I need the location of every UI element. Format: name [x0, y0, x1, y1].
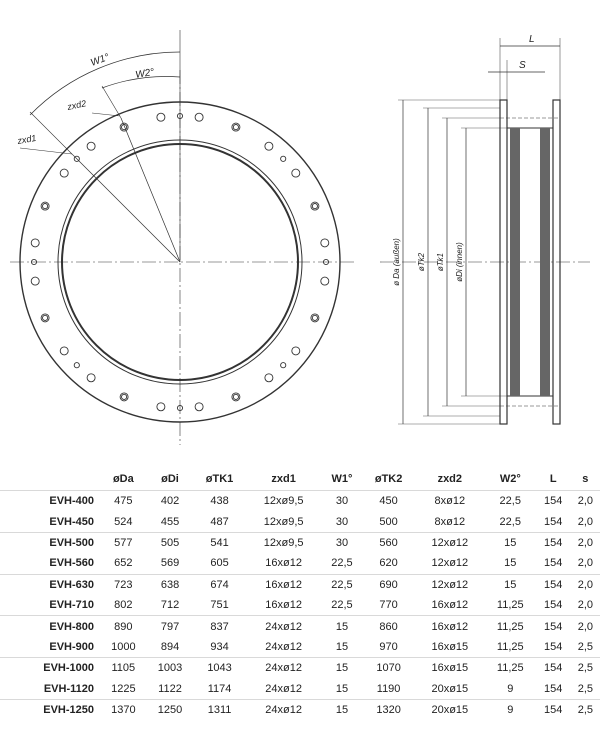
bolt-hole: [233, 125, 238, 130]
model-cell: EVH-1120: [43, 682, 94, 695]
value-cell: 8xø12: [415, 491, 485, 512]
value-cell: 438: [193, 491, 245, 512]
value-cell: 560: [362, 532, 414, 553]
zxd1-label: zxd1: [16, 132, 38, 146]
value-cell: 12xø12: [415, 532, 485, 553]
bolt-hole: [195, 403, 203, 411]
value-cell: 24xø12: [265, 682, 302, 695]
value-cell: 1043: [193, 658, 245, 679]
value-cell: 2,5: [571, 699, 600, 720]
side-view: [380, 38, 590, 424]
value-cell: 541: [193, 532, 245, 553]
value-cell: 605: [210, 557, 229, 570]
value-cell: 934: [210, 640, 229, 653]
column-header: zxd2: [437, 473, 463, 485]
value-cell: 154: [544, 640, 563, 653]
value-cell: 12xø9,5: [263, 515, 304, 528]
column-header: øTK1: [205, 473, 234, 485]
value-cell: 802: [114, 599, 133, 612]
bolt-hole: [87, 374, 95, 382]
value-cell: 569: [160, 557, 180, 570]
value-cell: 24xø12: [246, 616, 322, 637]
value-cell: 154: [536, 532, 571, 553]
value-cell: 712: [160, 599, 180, 612]
value-cell: 16xø15: [415, 658, 485, 679]
value-cell: 22,5: [331, 557, 353, 570]
w2-label: W2°: [134, 66, 156, 81]
column-header: W1°: [331, 473, 353, 485]
bolt-hole: [233, 394, 238, 399]
spec-table: [0, 468, 600, 720]
bolt-hole: [195, 113, 203, 121]
value-cell: 2,5: [577, 682, 594, 695]
value-cell: 577: [100, 532, 147, 553]
value-cell: 15: [335, 682, 349, 695]
bolt-hole: [43, 204, 48, 209]
value-cell: 24xø12: [246, 658, 322, 679]
value-cell: 154: [544, 682, 563, 695]
value-cell: 154: [536, 491, 571, 512]
bolt-hole: [281, 363, 286, 368]
value-cell: 22,5: [322, 574, 363, 595]
table-row: [0, 637, 600, 658]
da-label: ø Da (außen): [392, 238, 401, 286]
model-cell: EVH-1000: [0, 658, 100, 679]
di-label: øDi (innen): [455, 242, 464, 282]
column-header: øDa: [112, 473, 134, 485]
value-cell: 12xø9,5: [246, 491, 322, 512]
table-row: [0, 553, 600, 574]
table-row: [0, 679, 600, 700]
table-row: [0, 491, 600, 512]
value-cell: 1250: [147, 699, 194, 720]
value-cell: 1122: [158, 682, 182, 695]
bolt-hole: [31, 277, 39, 285]
bolt-hole: [292, 347, 300, 355]
value-cell: 652: [114, 557, 133, 570]
value-cell: 1311: [193, 699, 245, 720]
value-cell: 8xø12: [434, 515, 466, 528]
column-header: L: [549, 473, 557, 485]
value-cell: 475: [100, 491, 147, 512]
value-cell: 154: [544, 599, 563, 612]
value-cell: 2,0: [577, 599, 594, 612]
front-view: [10, 30, 355, 445]
value-cell: 1070: [362, 658, 414, 679]
column-header: øDi: [161, 473, 179, 485]
value-cell: 690: [362, 574, 414, 595]
bolt-hole: [157, 403, 165, 411]
value-cell: 16xø12: [265, 599, 302, 612]
value-cell: 620: [379, 557, 398, 570]
tk1-label: øTk1: [436, 252, 445, 272]
value-cell: 505: [147, 532, 194, 553]
value-cell: 2,0: [577, 515, 594, 528]
value-cell: 890: [100, 616, 147, 637]
value-cell: 970: [379, 640, 398, 653]
bolt-hole: [281, 156, 286, 161]
value-cell: 2,5: [577, 640, 594, 653]
value-cell: 12xø9,5: [246, 532, 322, 553]
value-cell: 12xø12: [415, 574, 485, 595]
value-cell: 837: [193, 616, 245, 637]
model-cell: EVH-450: [49, 515, 94, 528]
value-cell: 638: [147, 574, 194, 595]
bolt-hole: [265, 374, 273, 382]
length-label: L: [529, 34, 535, 45]
zxd2-label: zxd2: [66, 98, 88, 112]
value-cell: 2,0: [571, 532, 600, 553]
value-cell: 154: [536, 699, 571, 720]
value-cell: 15: [335, 640, 349, 653]
bolt-hole: [292, 169, 300, 177]
value-cell: 16xø15: [431, 640, 469, 653]
value-cell: 154: [544, 515, 563, 528]
value-cell: 30: [322, 532, 363, 553]
value-cell: 16xø12: [265, 557, 302, 570]
value-cell: 894: [160, 640, 180, 653]
table-row: [0, 658, 600, 679]
value-cell: 22,5: [485, 491, 536, 512]
bolt-hole: [312, 204, 317, 209]
bolt-hole: [122, 394, 127, 399]
value-cell: 500: [379, 515, 398, 528]
value-cell: 30: [322, 491, 363, 512]
column-header: øTK2: [374, 473, 403, 485]
bolt-hole: [321, 239, 329, 247]
value-cell: 1370: [100, 699, 147, 720]
value-cell: 487: [210, 515, 229, 528]
tk2-label: øTk2: [417, 252, 426, 272]
value-cell: 1225: [111, 682, 136, 695]
value-cell: 154: [544, 557, 563, 570]
value-cell: 11,25: [496, 640, 524, 653]
table-row: [0, 511, 600, 532]
value-cell: 2,0: [571, 616, 600, 637]
model-cell: EVH-500: [0, 532, 100, 553]
bolt-hole: [265, 142, 273, 150]
value-cell: 1190: [376, 682, 401, 695]
value-cell: 723: [100, 574, 147, 595]
value-cell: 16xø12: [415, 616, 485, 637]
model-cell: EVH-1250: [0, 699, 100, 720]
bolt-hole: [31, 239, 39, 247]
value-cell: 797: [147, 616, 194, 637]
value-cell: 154: [536, 616, 571, 637]
w1-label: W1°: [89, 51, 111, 69]
bolt-hole: [60, 169, 68, 177]
bolt-hole: [60, 347, 68, 355]
bolt-hole: [321, 277, 329, 285]
value-cell: 2,0: [577, 557, 594, 570]
bolt-hole: [43, 315, 48, 320]
value-cell: 402: [147, 491, 194, 512]
value-cell: 450: [362, 491, 414, 512]
value-cell: 15: [485, 574, 536, 595]
value-cell: 1174: [207, 682, 232, 695]
table-row: [0, 532, 600, 553]
value-cell: 12xø12: [431, 557, 469, 570]
value-cell: 524: [114, 515, 133, 528]
value-cell: 2,5: [571, 658, 600, 679]
value-cell: 11,25: [496, 599, 524, 612]
value-cell: 11,25: [485, 616, 536, 637]
table-row: [0, 595, 600, 616]
value-cell: 24xø12: [246, 699, 322, 720]
model-cell: EVH-560: [49, 557, 94, 570]
column-header: W2°: [499, 473, 521, 485]
model-cell: EVH-710: [49, 599, 94, 612]
value-cell: 15: [322, 616, 363, 637]
value-cell: 751: [210, 599, 229, 612]
value-cell: 15: [485, 532, 536, 553]
value-cell: 2,0: [571, 491, 600, 512]
value-cell: 9: [507, 682, 514, 695]
value-cell: 1003: [147, 658, 194, 679]
model-cell: EVH-630: [0, 574, 100, 595]
bolt-hole: [157, 113, 165, 121]
column-header: zxd1: [271, 473, 296, 485]
header-model: [0, 468, 100, 491]
value-cell: 24xø12: [265, 640, 302, 653]
value-cell: 1320: [362, 699, 414, 720]
model-cell: EVH-800: [0, 616, 100, 637]
table-header-row: [0, 468, 600, 491]
value-cell: 1000: [111, 640, 136, 653]
table-row: [0, 616, 600, 637]
value-cell: 30: [335, 515, 349, 528]
model-cell: EVH-400: [0, 491, 100, 512]
value-cell: 154: [536, 658, 571, 679]
bolt-hole: [87, 142, 95, 150]
value-cell: 455: [160, 515, 180, 528]
bolt-hole: [312, 315, 317, 320]
value-cell: 1105: [100, 658, 147, 679]
value-cell: 22,5: [331, 599, 353, 612]
bolt-hole: [74, 363, 79, 368]
value-cell: 20xø15: [415, 699, 485, 720]
value-cell: 15: [504, 557, 517, 570]
value-cell: 16xø12: [431, 599, 469, 612]
table-row: [0, 574, 600, 595]
thickness-label: S: [519, 60, 526, 71]
value-cell: 154: [536, 574, 571, 595]
value-cell: 674: [193, 574, 245, 595]
column-header: s: [582, 473, 589, 485]
value-cell: 9: [485, 699, 536, 720]
value-cell: 22,5: [499, 515, 521, 528]
value-cell: 770: [379, 599, 398, 612]
value-cell: 15: [322, 658, 363, 679]
value-cell: 16xø12: [246, 574, 322, 595]
model-cell: EVH-900: [49, 640, 94, 653]
value-cell: 20xø15: [431, 682, 469, 695]
value-cell: 15: [322, 699, 363, 720]
value-cell: 11,25: [485, 658, 536, 679]
value-cell: 2,0: [571, 574, 600, 595]
table-row: [0, 699, 600, 720]
value-cell: 860: [362, 616, 414, 637]
